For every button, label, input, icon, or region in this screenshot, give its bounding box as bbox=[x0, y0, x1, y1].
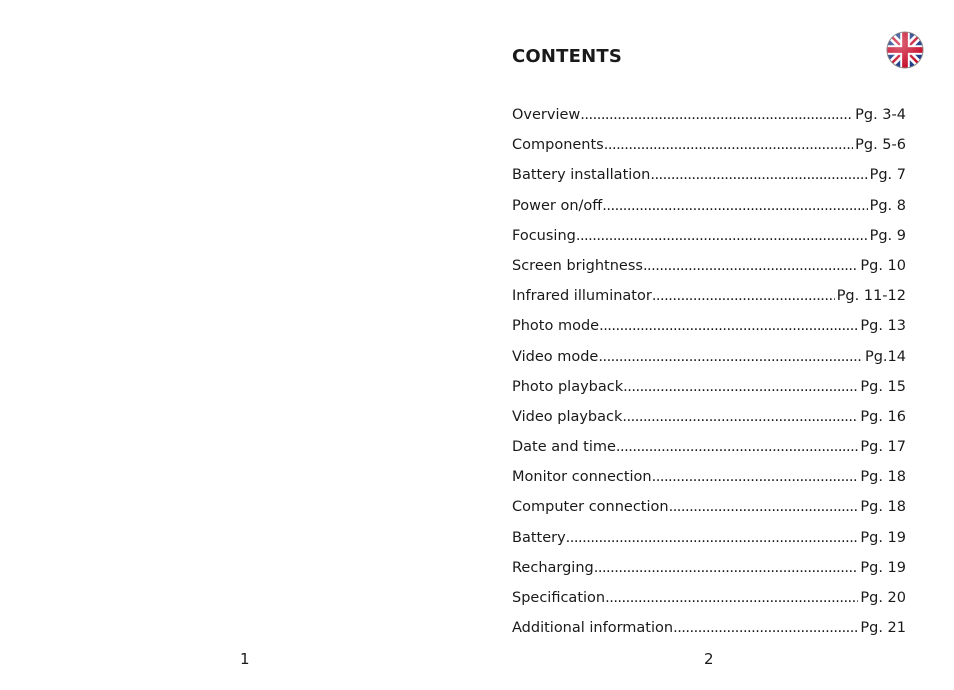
toc-dot-leader bbox=[650, 167, 867, 183]
toc-dot-leader bbox=[599, 318, 858, 334]
toc-entry-page: Pg. 3-4 bbox=[855, 107, 906, 123]
toc-dot-leader bbox=[580, 107, 853, 123]
toc-dot-leader bbox=[605, 590, 858, 606]
toc-entry-page: Pg. 10 bbox=[860, 257, 906, 274]
toc-entry-page: Pg. 9 bbox=[869, 227, 906, 244]
toc-entry-page: Pg. 19 bbox=[860, 559, 906, 576]
toc-dot-leader bbox=[622, 409, 858, 425]
toc-entry-label: Additional information bbox=[512, 620, 674, 637]
toc-dot-leader bbox=[652, 288, 835, 304]
toc-entry bbox=[512, 167, 906, 197]
toc-entry-page: Pg. 18 bbox=[860, 469, 906, 486]
toc-entry bbox=[512, 349, 906, 379]
right-page-number: 2 bbox=[704, 650, 714, 668]
toc-entry-page: Pg. 8 bbox=[869, 197, 906, 214]
toc-entry bbox=[512, 560, 906, 590]
toc-dot-leader bbox=[602, 198, 867, 214]
toc-entry bbox=[512, 439, 906, 469]
toc-entry-page: Pg. 18 bbox=[860, 499, 906, 516]
toc-entry bbox=[512, 228, 906, 258]
toc-entry-label: Infrared illuminator bbox=[512, 288, 652, 305]
table-of-contents bbox=[512, 107, 906, 650]
toc-entry-page: Pg. 5-6 bbox=[855, 137, 906, 154]
toc-entry bbox=[512, 620, 906, 650]
toc-entry-label: Date and time bbox=[512, 439, 616, 456]
toc-entry-page: Pg. 15 bbox=[860, 378, 906, 395]
toc-entry bbox=[512, 590, 906, 620]
toc-entry-label: Overview bbox=[512, 107, 581, 123]
toc-dot-leader bbox=[604, 137, 853, 153]
toc-dot-leader bbox=[598, 349, 863, 365]
toc-entry bbox=[512, 499, 906, 529]
contents-title: CONTENTS bbox=[512, 46, 623, 67]
toc-entry-label: Photo playback bbox=[512, 378, 624, 395]
toc-entry-label: Battery bbox=[512, 529, 566, 546]
toc-dot-leader bbox=[652, 469, 859, 485]
toc-entry bbox=[512, 318, 906, 348]
toc-entry-label: Video playback bbox=[512, 408, 623, 425]
toc-dot-leader bbox=[623, 379, 858, 395]
toc-entry bbox=[512, 469, 906, 499]
toc-entry-page: Pg.14 bbox=[864, 348, 906, 365]
toc-dot-leader bbox=[616, 439, 858, 455]
toc-entry bbox=[512, 137, 906, 167]
toc-dot-leader bbox=[576, 228, 868, 244]
toc-entry-label: Recharging bbox=[512, 559, 594, 576]
toc-entry-label: Power on/off bbox=[512, 197, 603, 214]
uk-flag-icon bbox=[886, 31, 924, 69]
toc-entry-label: Battery installation bbox=[512, 167, 651, 184]
toc-entry-page: Pg. 11-12 bbox=[836, 288, 906, 305]
toc-dot-leader bbox=[669, 499, 859, 515]
toc-entry bbox=[512, 258, 906, 288]
toc-entry-label: Monitor connection bbox=[512, 469, 652, 486]
toc-entry-label: Specification bbox=[512, 590, 606, 606]
left-page-number: 1 bbox=[240, 650, 250, 668]
toc-entry bbox=[512, 288, 906, 318]
toc-entry bbox=[512, 530, 906, 560]
toc-entry-page: Pg. 19 bbox=[860, 529, 906, 546]
toc-entry-label: Screen brightness bbox=[512, 257, 643, 274]
toc-dot-leader bbox=[643, 258, 858, 274]
toc-dot-leader bbox=[594, 560, 859, 576]
toc-entry-page: Pg. 7 bbox=[869, 167, 906, 184]
toc-dot-leader bbox=[566, 530, 859, 546]
toc-dot-leader bbox=[673, 620, 858, 636]
toc-entry-label: Computer connection bbox=[512, 499, 669, 516]
toc-entry-page: Pg. 13 bbox=[860, 318, 906, 335]
toc-entry-label: Focusing bbox=[512, 227, 576, 244]
toc-entry-page: Pg. 21 bbox=[860, 620, 906, 637]
toc-entry-page: Pg. 16 bbox=[860, 408, 906, 425]
toc-entry-label: Components bbox=[512, 137, 604, 154]
toc-entry-page: Pg. 17 bbox=[860, 439, 906, 456]
toc-entry-label: Photo mode bbox=[512, 318, 600, 335]
toc-entry bbox=[512, 409, 906, 439]
toc-entry bbox=[512, 107, 906, 137]
toc-entry-page: Pg. 20 bbox=[860, 590, 906, 606]
toc-entry-label: Video mode bbox=[512, 348, 599, 365]
toc-entry bbox=[512, 379, 906, 409]
toc-entry bbox=[512, 198, 906, 228]
